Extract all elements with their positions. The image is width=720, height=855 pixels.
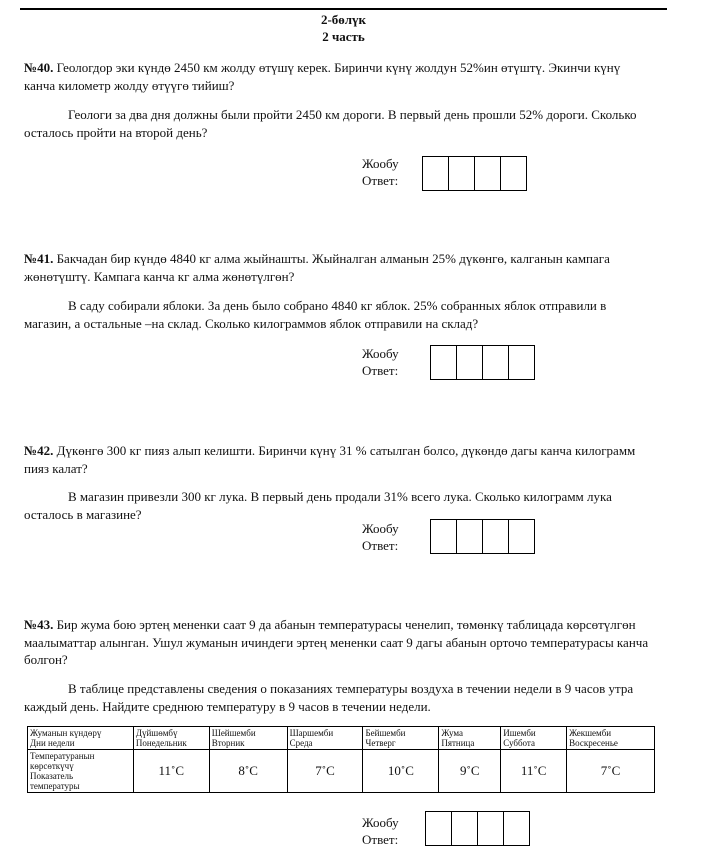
temperature-table: [27, 726, 655, 793]
day-cell: Жума Пятница: [439, 727, 501, 750]
day-cell: Бейшемби Четверг: [363, 727, 439, 750]
problem-43-ru: В таблице представлены сведения о показаниях температуры воздуха в течении недели в 9 часов утра каждый день. Найдите среднюю температуру в 9 часов в течении недели.: [24, 681, 634, 714]
table-header-label: Жуманын күндөрү Дни недели: [28, 727, 134, 750]
day-cell: Ишемби Суббота: [501, 727, 567, 750]
problem-text-ky: Бакчадан бир күндө 4840 кг алма жыйнашты. Жыйналган алманын 25% дүкөнгө, калганын кампага жөнөтүштү. Кампага канча кг алма жөнөтүлгөн?: [24, 251, 610, 284]
problem-text-ky: Дүкөнгө 300 кг пияз алып келишти. Биринчи күнү 31 % сатылган болсо, дүкөндө дагы канча килограмм пияз калат?: [24, 443, 636, 476]
answer-label-42: Жообу Ответ:: [362, 521, 399, 553]
table-row: [28, 750, 655, 793]
problem-text-ky: Геологдор эки күндө 2450 км жолду өтүшү керек. Биринчи күнү жолдун 52%ин өтүштү. Экинчи күнү канча километр жолду өтүүгө тийиш?: [24, 60, 621, 93]
temp-cell: 11˚C: [501, 750, 567, 793]
day-cell: Жекшемби Воскресенье: [567, 727, 655, 750]
problem-42-ky: [24, 442, 654, 477]
problem-41-ru: В саду собирали яблоки. За день было собрано 4840 кг яблок. 25% собранных яблок отправили в магазин, а остальные –на склад. Сколько килограммов яблок отправили на склад?: [24, 298, 607, 331]
answer-boxes-40[interactable]: [422, 156, 527, 191]
temp-cell: 10˚C: [363, 750, 439, 793]
problem-number: №43.: [24, 617, 54, 632]
answer-boxes-41[interactable]: [430, 345, 535, 380]
problem-40-ru: Геологи за два дня должны были пройти 2450 км дороги. В первый день прошли 52% дороги. Сколько осталось пройти на второй день?: [24, 107, 637, 140]
answer-boxes-42[interactable]: [430, 519, 535, 554]
top-rule: [20, 8, 667, 10]
answer-label-43: Жообу Ответ:: [362, 815, 399, 847]
answer-boxes-43[interactable]: [425, 811, 530, 846]
problem-number: №42.: [24, 443, 54, 458]
temp-cell: 7˚C: [567, 750, 655, 793]
answer-label-40: Жообу Ответ:: [362, 156, 399, 188]
problem-40-ky: [24, 59, 654, 94]
problem-number: №41.: [24, 251, 54, 266]
day-cell: Шаршемби Среда: [287, 727, 363, 750]
problem-43-ky: [24, 616, 654, 669]
day-cell: Дүйшөмбү Понедельник: [133, 727, 209, 750]
temp-cell: 11˚C: [133, 750, 209, 793]
part-title-ky: 2-бөлүк: [320, 12, 367, 27]
problem-42-ru: В магазин привезли 300 кг лука. В первый день продали 31% всего лука. Сколько килограмм лука осталось в магазине?: [24, 489, 612, 522]
temp-cell: 9˚C: [439, 750, 501, 793]
table-header-row: [28, 727, 655, 750]
day-cell: Шейшемби Вторник: [209, 727, 287, 750]
temp-cell: 7˚C: [287, 750, 363, 793]
part-title-ru: 2 часть: [322, 29, 365, 44]
problem-41-ky: [24, 250, 654, 285]
answer-label-41: Жообу Ответ:: [362, 346, 399, 378]
temp-cell: 8˚C: [209, 750, 287, 793]
problem-text-ky: Бир жума бою эртең мененки саат 9 да абанын температурасы ченелип, төмөнкү таблицада көрсөтүлгөн маалыматтар алынган. Ушул жуманын ичиндеги эртең мененки саат 9 дагы абанын орточо температурасы канча болгон?: [24, 617, 649, 667]
problem-number: №40.: [24, 60, 54, 75]
row-label: Температуранын көрсөткүчү Показатель температуры: [28, 750, 134, 793]
